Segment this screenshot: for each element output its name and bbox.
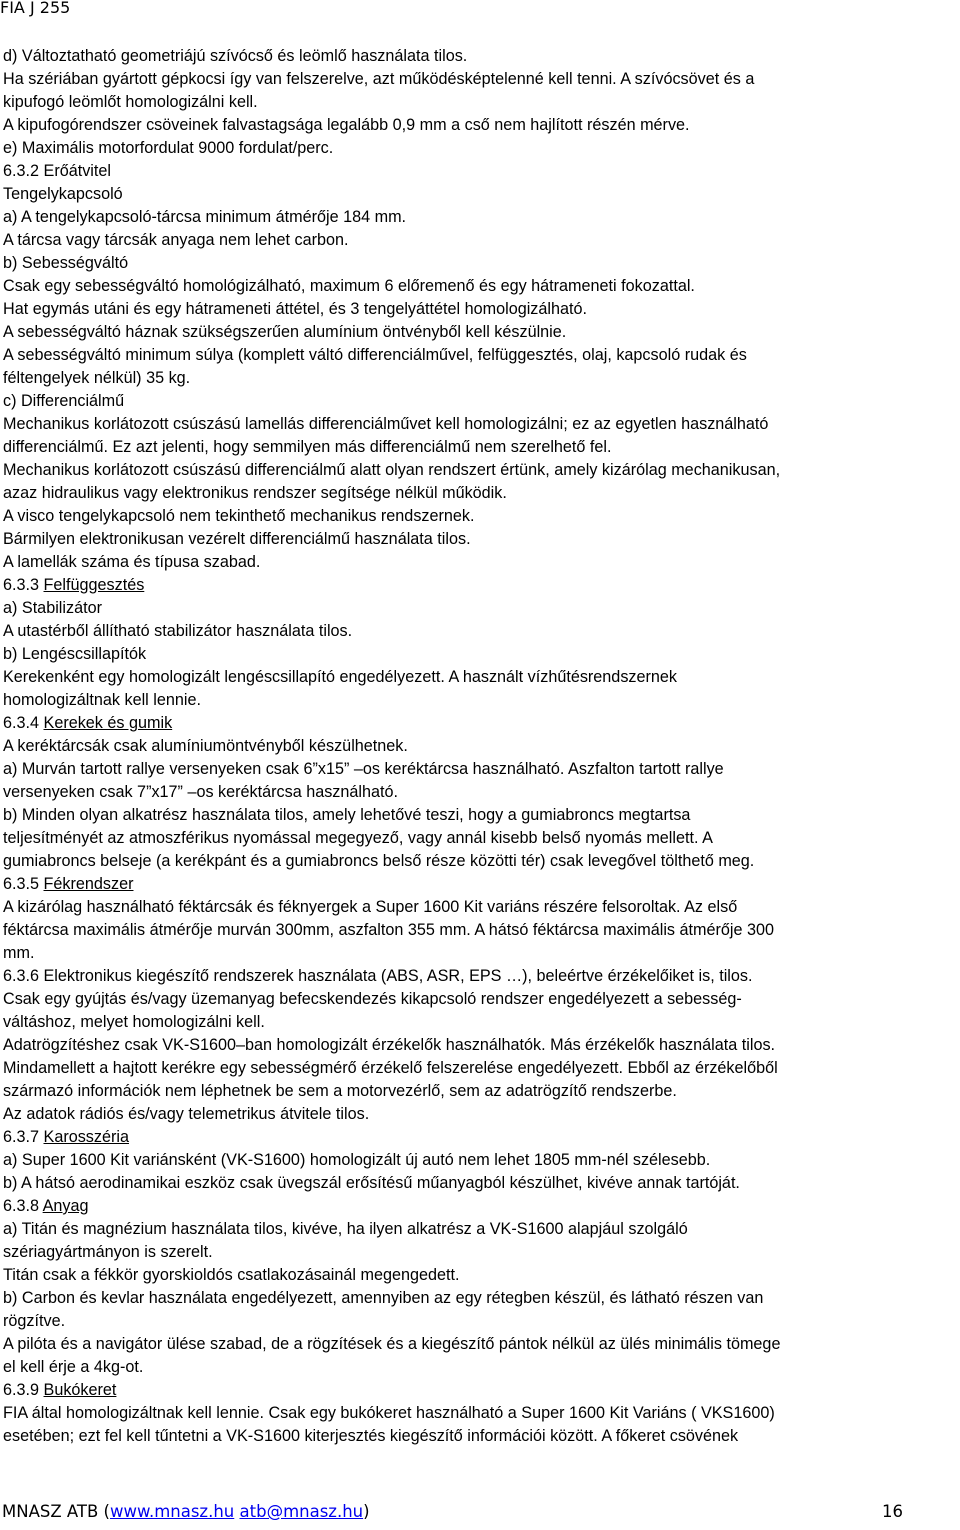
footer-web-link[interactable]: www.mnasz.hu bbox=[109, 1502, 235, 1521]
text-line bbox=[3, 988, 953, 1011]
text-line bbox=[3, 229, 953, 252]
text-line bbox=[3, 1011, 953, 1034]
text-line bbox=[3, 367, 953, 390]
line-text: A sebességváltó háznak szükségszerűen alumínium öntvényből kell készülnie. bbox=[3, 323, 567, 341]
text-line bbox=[3, 1149, 953, 1172]
text-line bbox=[3, 873, 953, 896]
text-line bbox=[3, 298, 953, 321]
line-text: A pilóta és a navigátor ülése szabad, de a rögzítések és a kiegészítő pántok nélkül az ülés minimális tömege bbox=[3, 1335, 781, 1353]
line-text: A tárcsa vagy tárcsák anyaga nem lehet carbon. bbox=[3, 231, 349, 249]
section-heading: Fékrendszer bbox=[43, 875, 134, 893]
section-number: 6.3.4 bbox=[3, 714, 40, 732]
line-text: Hat egymás utáni és egy hátrameneti áttétel, és 3 tengelyáttétel homologizálható. bbox=[3, 300, 587, 318]
line-text: Ha szériában gyártott gépkocsi így van felszerelve, azt működésképtelenné kell tenni. A szívócsövet és a bbox=[3, 70, 755, 88]
text-line bbox=[3, 735, 953, 758]
text-line bbox=[3, 1195, 953, 1218]
text-line bbox=[3, 252, 953, 275]
line-text: mm. bbox=[3, 944, 35, 962]
line-text: a) Murván tartott rallye versenyeken csak 6”x15” –os keréktárcsa használható. Aszfalton tartott rallye bbox=[3, 760, 724, 778]
line-text: A visco tengelykapcsoló nem tekinthető mechanikus rendszernek. bbox=[3, 507, 475, 525]
footer-email-link[interactable]: atb@mnasz.hu bbox=[239, 1502, 364, 1521]
line-text: Tengelykapcsoló bbox=[3, 185, 123, 203]
line-text: A keréktárcsák csak alumíniumöntvényből készülhetnek. bbox=[3, 737, 408, 755]
text-line bbox=[3, 1379, 953, 1402]
line-text: a) Stabilizátor bbox=[3, 599, 102, 617]
section-number: 6.3.8 bbox=[3, 1197, 40, 1215]
line-text: A kipufogórendszer csöveinek falvastagsága legalább 0,9 mm a cső nem hajlított részén mérve. bbox=[3, 116, 690, 134]
text-line bbox=[3, 45, 953, 68]
text-line bbox=[3, 1287, 953, 1310]
line-text: gumiabroncs belseje (a kerékpánt és a gumiabroncs belső része közötti tér) csak levegővel tölthető meg. bbox=[3, 852, 755, 870]
line-text: b) Carbon és kevlar használata engedélyezett, amennyiben az egy rétegben készül, és látható részen van bbox=[3, 1289, 764, 1307]
text-line bbox=[3, 528, 953, 551]
text-line bbox=[3, 689, 953, 712]
section-number: 6.3.9 bbox=[3, 1381, 40, 1399]
line-text: Mindamellett a hajtott kerékre egy sebességmérő érzékelő felszerelése engedélyezett. Ebből az érzékelőből bbox=[3, 1059, 778, 1077]
line-text: féktárcsa maximális átmérője murván 300mm, aszfalton 355 mm. A hátsó féktárcsa maximális átmérője 300 bbox=[3, 921, 775, 939]
section-number: 6.3.7 bbox=[3, 1128, 40, 1146]
text-line bbox=[3, 482, 953, 505]
text-line bbox=[3, 827, 953, 850]
footer-org: MNASZ ATB ( bbox=[2, 1502, 110, 1521]
section-number: 6.3.3 bbox=[3, 576, 40, 594]
text-line bbox=[3, 1218, 953, 1241]
line-text: A lamellák száma és típusa szabad. bbox=[3, 553, 261, 571]
text-line bbox=[3, 1356, 953, 1379]
text-line bbox=[3, 321, 953, 344]
text-line bbox=[3, 1310, 953, 1333]
text-line bbox=[3, 1241, 953, 1264]
line-text: féltengelyek nélkül) 35 kg. bbox=[3, 369, 191, 387]
text-line bbox=[3, 1425, 953, 1448]
text-line bbox=[3, 1333, 953, 1356]
text-line bbox=[3, 1103, 953, 1126]
line-text: rögzítve. bbox=[3, 1312, 66, 1330]
text-line bbox=[3, 597, 953, 620]
text-line bbox=[3, 1057, 953, 1080]
line-text: 2 Erőátvitel bbox=[30, 162, 111, 180]
line-text: esetében; ezt fel kell tűntetni a VK-S1600 kiterjesztés kiegészítő információi között. A főkeret csövének bbox=[3, 1427, 739, 1445]
text-line bbox=[3, 758, 953, 781]
line-text: a) Super 1600 Kit variánsként (VK-S1600) homologizált új autó nem lehet 1805 mm-nél szélesebb. bbox=[3, 1151, 711, 1169]
text-line bbox=[3, 1080, 953, 1103]
document-body bbox=[3, 45, 953, 1448]
section-heading: Kerekek és gumik bbox=[43, 714, 173, 732]
text-line bbox=[3, 942, 953, 965]
text-line bbox=[3, 459, 953, 482]
line-text: FIA által homologizáltnak kell lennie. Csak egy bukókeret használható a Super 1600 Kit Variáns ( VKS1600) bbox=[3, 1404, 775, 1422]
text-line bbox=[3, 666, 953, 689]
text-line bbox=[3, 137, 953, 160]
text-line bbox=[3, 896, 953, 919]
line-text: teljesítményét az atmoszférikus nyomással megegyező, vagy annál kisebb belső nyomás mellett. A bbox=[3, 829, 713, 847]
line-text: b) Lengéscsillapítók bbox=[3, 645, 147, 663]
footer bbox=[0, 1502, 960, 1528]
line-text: Kerekenként egy homologizált lengéscsillapító engedélyezett. A használt vízhűtésrendszernek bbox=[3, 668, 677, 686]
text-line bbox=[3, 1034, 953, 1057]
text-line bbox=[3, 436, 953, 459]
line-text: b) Minden olyan alkatrész használata tilos, amely lehetővé teszi, hogy a gumiabroncs megtartsa bbox=[3, 806, 691, 824]
text-line bbox=[3, 413, 953, 436]
text-line bbox=[3, 206, 953, 229]
text-line bbox=[3, 505, 953, 528]
text-line bbox=[3, 114, 953, 137]
line-text: homologizáltnak kell lennie. bbox=[3, 691, 201, 709]
line-text: Csak egy sebességváltó homológizálható, maximum 6 előremenő és egy hátrameneti fokozattal. bbox=[3, 277, 695, 295]
section-heading: Karosszéria bbox=[43, 1128, 129, 1146]
text-line bbox=[3, 390, 953, 413]
text-line bbox=[3, 804, 953, 827]
line-text: Az adatok rádiós és/vagy telemetrikus átvitele tilos. bbox=[3, 1105, 370, 1123]
text-line bbox=[3, 965, 953, 988]
footer-contact bbox=[2, 1502, 370, 1521]
section-number: 6.3. bbox=[3, 162, 31, 180]
line-text: A kizárólag használható féktárcsák és féknyergek a Super 1600 Kit variáns részére felsoroltak. Az első bbox=[3, 898, 738, 916]
line-text: A utastérből állítható stabilizátor használata tilos. bbox=[3, 622, 353, 640]
line-text: differenciálmű. Ez azt jelenti, hogy semmilyen más differenciálmű nem szerelhető fel. bbox=[3, 438, 612, 456]
text-line bbox=[3, 850, 953, 873]
line-text: Titán csak a fékkör gyorskioldós csatlakozásainál megengedett. bbox=[3, 1266, 460, 1284]
line-text: A sebességváltó minimum súlya (komplett váltó differenciálművel, felfüggesztés, olaj, kapcsoló rudak és bbox=[3, 346, 747, 364]
line-text: d) Változtatható geometriájú szívócső és leömlő használata tilos. bbox=[3, 47, 468, 65]
text-line bbox=[3, 643, 953, 666]
line-text: Elektronikus kiegészítő rendszerek használata (ABS, ASR, EPS …), beleértve érzékelőiket is, tilos. bbox=[39, 967, 753, 985]
line-text: a) Titán és magnézium használata tilos, kivéve, ha ilyen alkatrész a VK-S1600 alapjául szolgáló bbox=[3, 1220, 688, 1238]
section-heading: Anyag bbox=[42, 1197, 89, 1215]
text-line bbox=[3, 91, 953, 114]
line-text: azaz hidraulikus vagy elektronikus rendszer segítsége nélkül működik. bbox=[3, 484, 507, 502]
text-line bbox=[3, 1402, 953, 1425]
text-line bbox=[3, 275, 953, 298]
text-line bbox=[3, 344, 953, 367]
line-text: Mechanikus korlátozott csúszású lamellás differenciálművet kell homologizálni; ez az egyetlen használható bbox=[3, 415, 769, 433]
header-title: FIA J 255 bbox=[0, 0, 71, 17]
text-line bbox=[3, 160, 953, 183]
page-number: 16 bbox=[882, 1502, 903, 1521]
line-text: váltáshoz, melyet homologizálni kell. bbox=[3, 1013, 265, 1031]
line-text: származó információk nem léphetnek be sem a motorvezérlő, sem az adatrögzítő rendszerbe. bbox=[3, 1082, 677, 1100]
text-line bbox=[3, 919, 953, 942]
text-line bbox=[3, 1172, 953, 1195]
line-text: c) Differenciálmű bbox=[3, 392, 125, 410]
line-text: a) A tengelykapcsoló-tárcsa minimum átmérője 184 mm. bbox=[3, 208, 407, 226]
line-text: szériagyártmányon is szerelt. bbox=[3, 1243, 213, 1261]
text-line bbox=[3, 1126, 953, 1149]
line-text: Bármilyen elektronikusan vezérelt differenciálmű használata tilos. bbox=[3, 530, 471, 548]
text-line bbox=[3, 620, 953, 643]
section-number: 6.3.5 bbox=[3, 875, 40, 893]
line-text: el kell érje a 4kg-ot. bbox=[3, 1358, 144, 1376]
line-text: Csak egy gyújtás és/vagy üzemanyag befecskendezés kikapcsoló rendszer engedélyezett a sebesség- bbox=[3, 990, 742, 1008]
section-heading: Bukókeret bbox=[43, 1381, 117, 1399]
line-text: Mechanikus korlátozott csúszású differenciálmű alatt olyan rendszert értünk, amely kizárólag mechanikusan, bbox=[3, 461, 781, 479]
text-line bbox=[3, 551, 953, 574]
text-line bbox=[3, 183, 953, 206]
line-text: kipufogó leömlőt homologizálni kell. bbox=[3, 93, 258, 111]
line-text: Adatrögzítéshez csak VK-S1600–ban homologizált érzékelők használhatók. Más érzékelők használata tilos. bbox=[3, 1036, 776, 1054]
line-text: b) A hátsó aerodinamikai eszköz csak üvegszál erősítésű műanyagból készülhet, kivéve annak tartóját. bbox=[3, 1174, 740, 1192]
line-text: e) Maximális motorfordulat 9000 fordulat/perc. bbox=[3, 139, 334, 157]
text-line bbox=[3, 68, 953, 91]
section-heading: Felfüggesztés bbox=[43, 576, 145, 594]
text-line bbox=[3, 574, 953, 597]
text-line bbox=[3, 1264, 953, 1287]
text-line bbox=[3, 712, 953, 735]
footer-close: ) bbox=[363, 1502, 370, 1521]
text-line bbox=[3, 781, 953, 804]
line-text: b) Sebességváltó bbox=[3, 254, 129, 272]
section-number: 6.3.6 bbox=[3, 967, 40, 985]
line-text: versenyeken csak 7”x17” –os keréktárcsa használható. bbox=[3, 783, 398, 801]
